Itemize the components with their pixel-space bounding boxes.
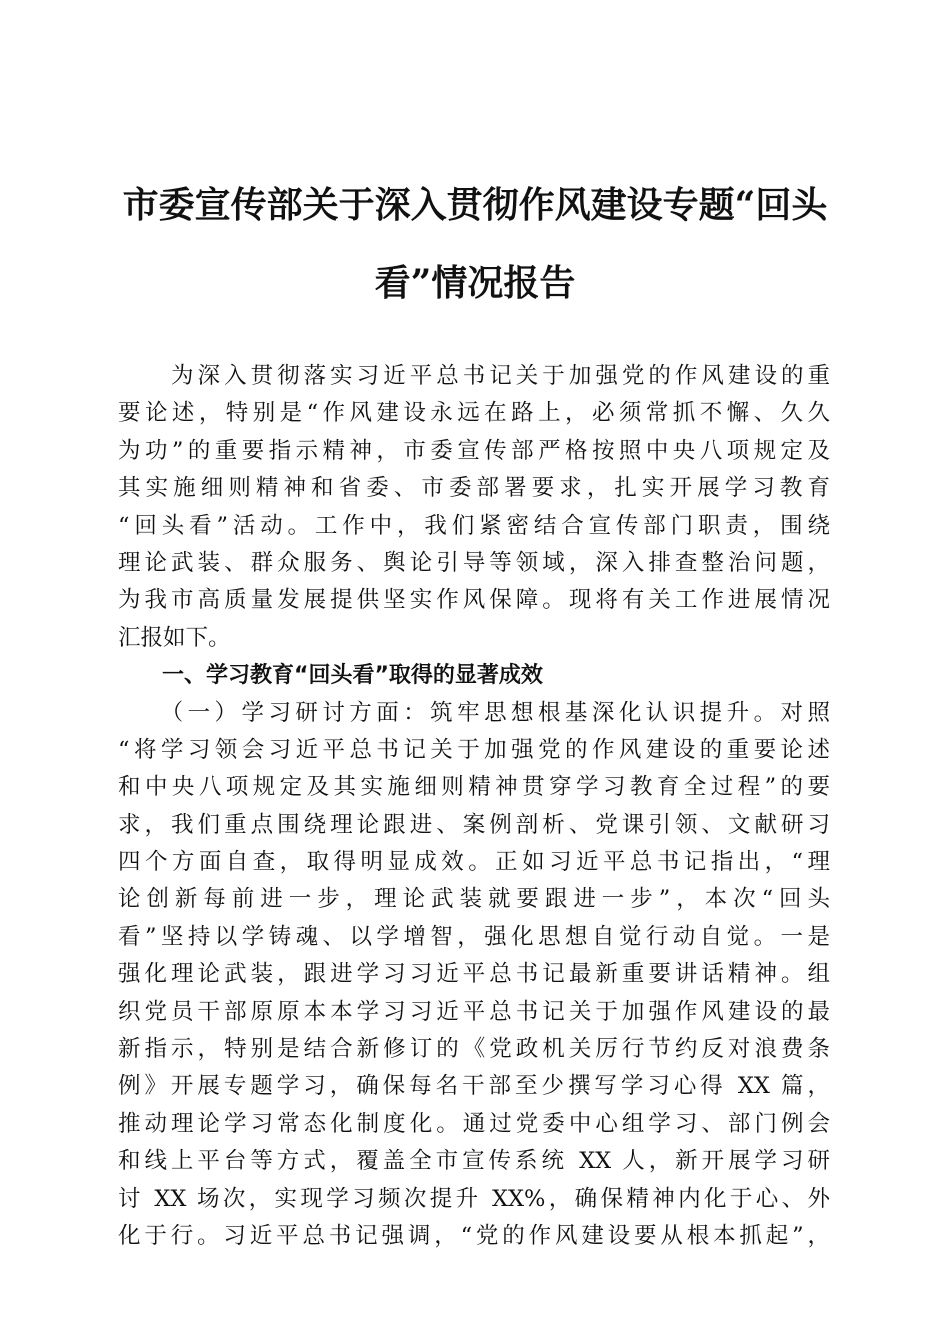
paragraph-line: 其实施细则精神和省委、市委部署要求，扎实开展学习教育 xyxy=(118,475,830,502)
paragraph-line xyxy=(118,695,830,732)
paragraph-line: 为深入贯彻落实习近平总书记关于加强党的作风建设的重 xyxy=(118,363,830,389)
paragraph-line: 讨 XX 场次，实现学习频次提升 XX%，确保精神内化于心、外 xyxy=(118,1185,830,1212)
paragraph-line: 论创新每前进一步，理论武装就要跟进一步”，本次“回头 xyxy=(118,886,830,913)
paragraph-line: 推动理论学习常态化制度化。通过党委中心组学习、部门例会 xyxy=(118,1110,830,1137)
title-line-1: 市委宣传部关于深入贯彻作风建设专题“回头 xyxy=(122,184,828,226)
title-line-2: 看”情况报告 xyxy=(374,262,576,304)
document-title xyxy=(110,166,840,322)
paragraph-line: 汇报如下。 xyxy=(118,624,231,651)
subsection-text: 筑牢思想根基深化认识提升。对照 xyxy=(430,699,830,726)
paragraph-line: 新指示，特别是结合新修订的《党政机关厉行节约反对浪费条 xyxy=(118,1036,830,1063)
paragraph-line: 看”坚持以学铸魂、以学增智，强化思想自觉行动自觉。一是 xyxy=(118,923,830,950)
section-heading: 一、学习教育“回头看”取得的显著成效 xyxy=(118,663,543,689)
subsection-lead: （一）学习研讨方面： xyxy=(118,699,431,726)
paragraph-line: 四个方面自查，取得明显成效。正如习近平总书记指出，“理 xyxy=(118,849,830,876)
paragraph-line: 求，我们重点围绕理论跟进、案例剖析、党课引领、文献研习 xyxy=(118,811,830,838)
paragraph-line: 例》开展专题学习，确保每名干部至少撰写学习心得 XX 篇， xyxy=(118,1073,830,1100)
paragraph-line: 和线上平台等方式，覆盖全市宣传系统 XX 人，新开展学习研 xyxy=(118,1148,830,1175)
paragraph-line: 为功”的重要指示精神，市委宣传部严格按照中央八项规定及 xyxy=(118,437,830,464)
document-body xyxy=(118,358,830,1255)
paragraph-line: “回头看”活动。工作中，我们紧密结合宣传部门职责，围绕 xyxy=(118,512,830,539)
paragraph-line: “将学习领会习近平总书记关于加强党的作风建设的重要论述 xyxy=(118,736,830,763)
paragraph-line: 和中央八项规定及其实施细则精神贯穿学习教育全过程”的要 xyxy=(118,774,830,801)
paragraph-line: 织党员干部原原本本学习习近平总书记关于加强作风建设的最 xyxy=(118,998,830,1025)
paragraph-line: 强化理论武装，跟进学习习近平总书记最新重要讲话精神。组 xyxy=(118,961,830,988)
paragraph-line: 理论武装、群众服务、舆论引导等领域，深入排查整治问题， xyxy=(118,549,830,576)
paragraph-line: 为我市高质量发展提供坚实作风保障。现将有关工作进展情况 xyxy=(118,587,830,614)
paragraph-line: 要论述，特别是“作风建设永远在路上，必须常抓不懈、久久 xyxy=(118,400,830,427)
paragraph-line: 化于行。习近平总书记强调，“党的作风建设要从根本抓起”， xyxy=(118,1222,830,1249)
